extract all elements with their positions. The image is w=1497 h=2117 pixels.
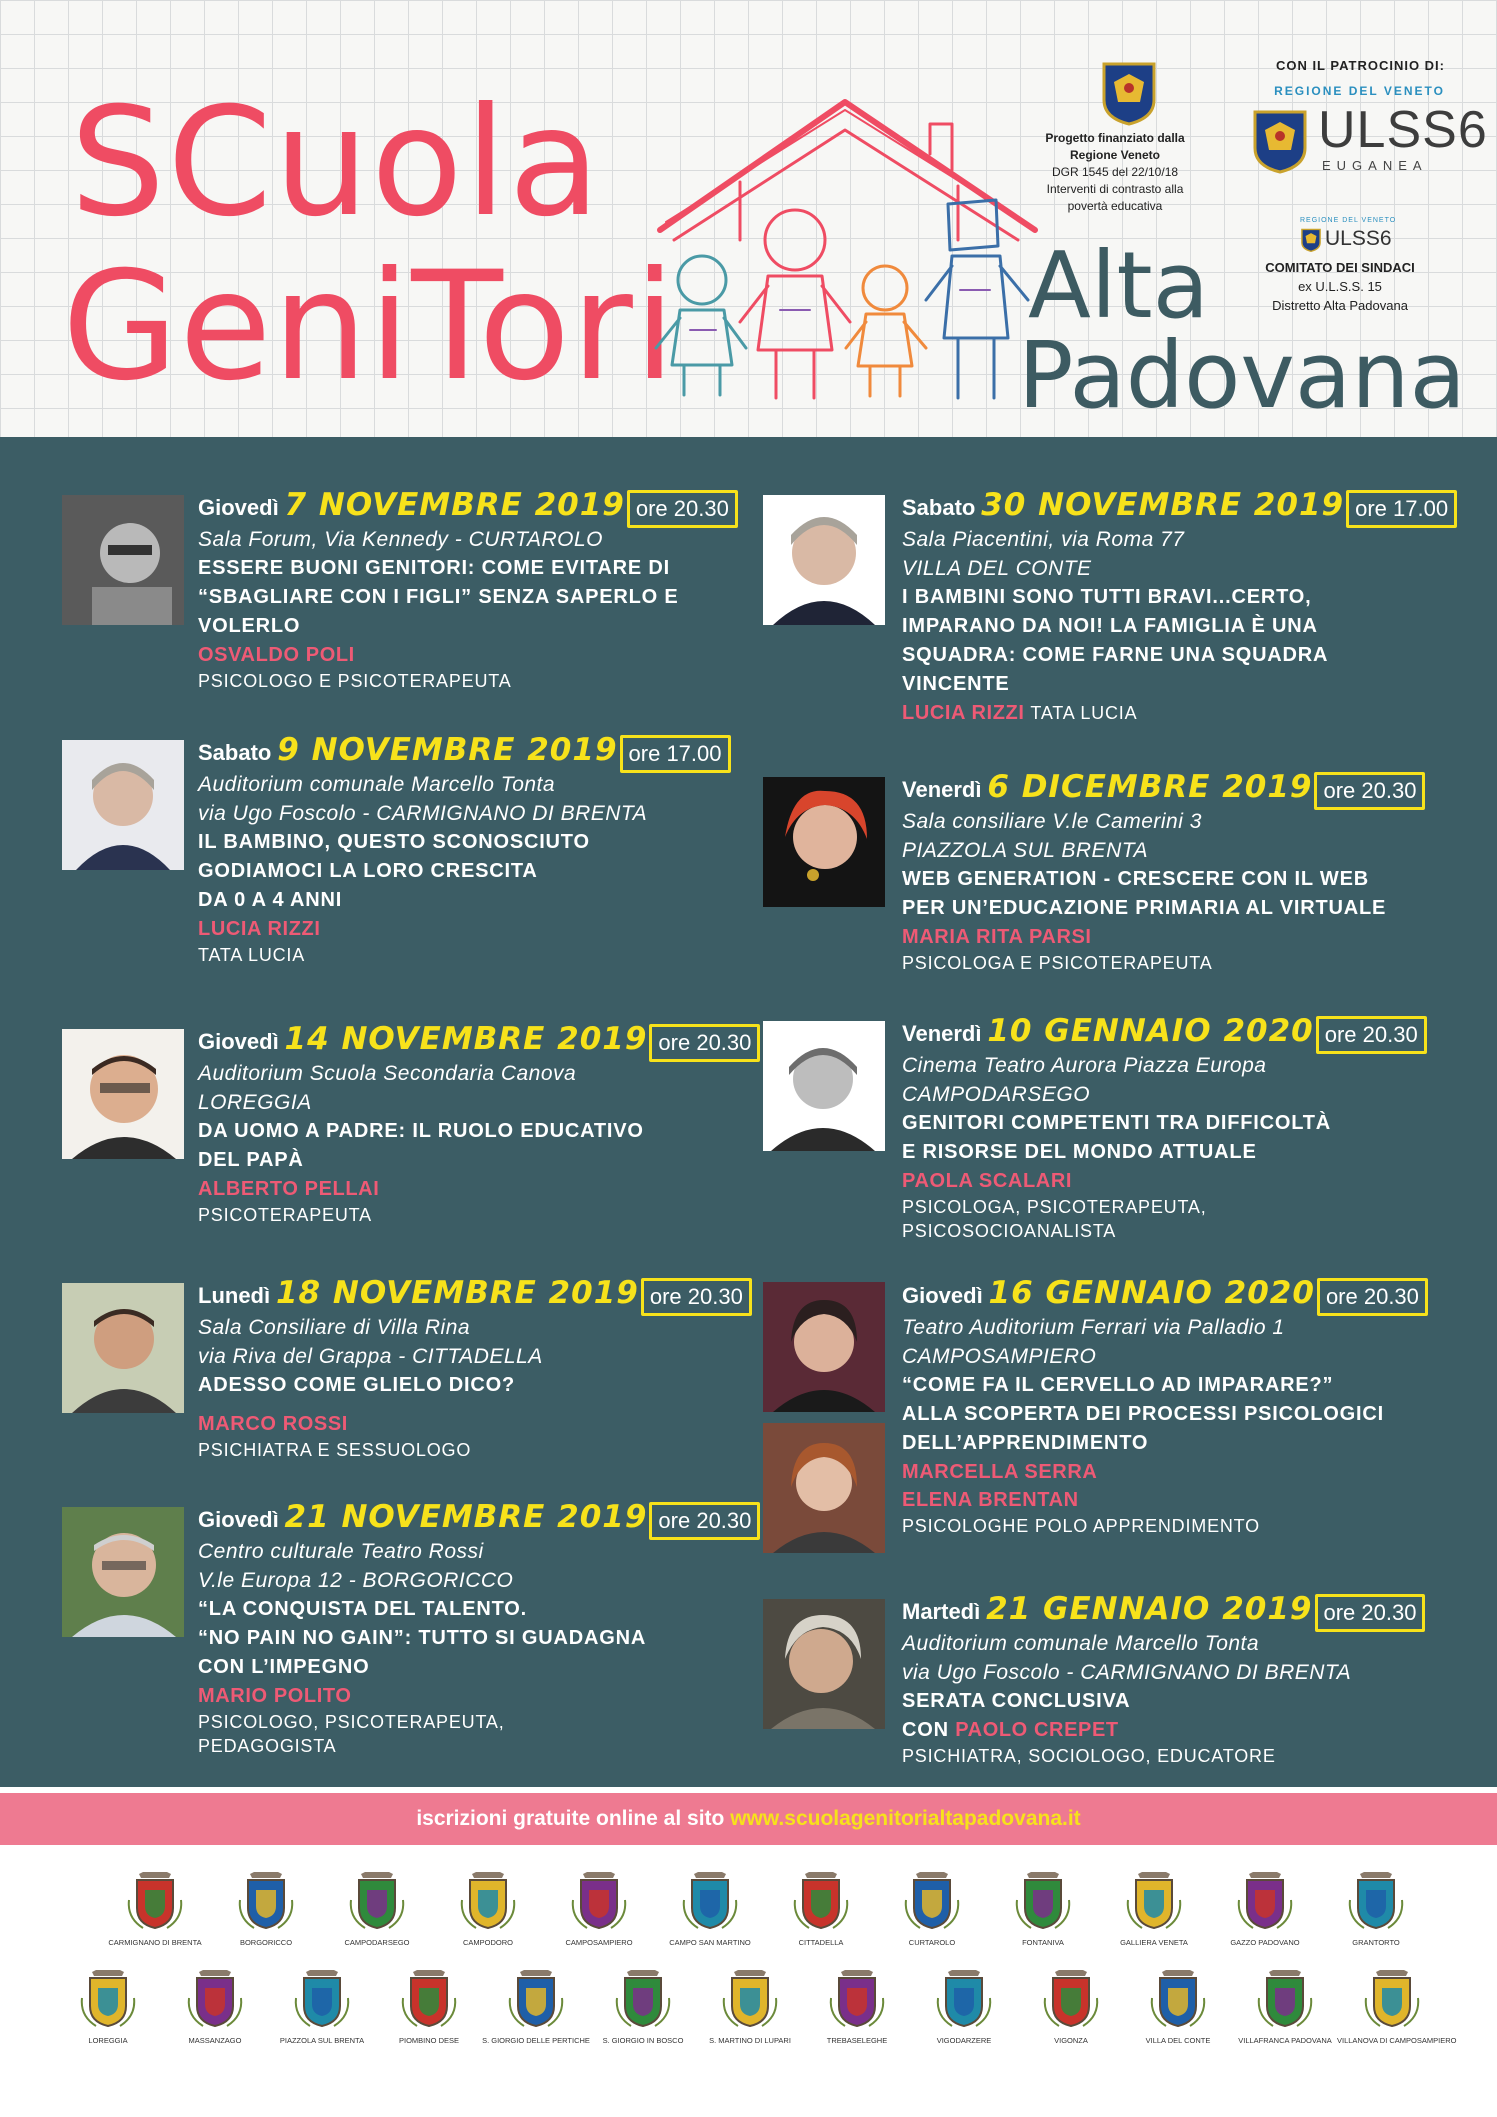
header [0,0,1497,437]
event-venue: Centro culturale Teatro Rossi [198,1540,484,1563]
municipality-gazzo-padovano [1210,1870,1320,1947]
event-speaker: PAOLA SCALARI [902,1170,1073,1192]
event-title-line: ADESSO COME GLIELO DICO? [198,1374,515,1396]
event-date: 16 GENNAIO 2020 [988,1275,1315,1311]
municipality-massanzago [160,1968,270,2045]
funding-line-2: Regione Veneto [1069,148,1161,162]
event-venue: PIAZZOLA SUL BRENTA [902,839,1149,862]
municipality-s-martino-di-lupari [695,1968,805,2045]
event-10 [902,1589,1442,1768]
event-day: Martedì [902,1599,981,1624]
event-speaker: MARCELLA SERRA [902,1461,1098,1483]
speaker-photo-paolo-crepet [763,1599,885,1729]
event-title-line: SERATA CONCLUSIVA [902,1690,1131,1712]
regione-veneto-crest-icon [1100,60,1158,126]
veneto-lion-crest-icon [1250,108,1310,174]
event-role: PSICOLOGA E PSICOTERAPEUTA [902,953,1213,973]
coat-of-arms-icon [588,1968,698,2030]
funding-line-1: Progetto finanziato dalla [1045,131,1185,145]
event-date: 21 GENNAIO 2019 [986,1591,1313,1627]
event-speaker: ELENA BRENTAN [902,1489,1079,1511]
municipality-name: GAZZO PADOVANO [1230,1938,1300,1947]
event-title-line: WEB GENERATION - CRESCERE CON IL WEB [902,868,1369,890]
municipalities-strip [0,1850,1497,2117]
event-title-line: DA 0 A 4 ANNI [198,889,343,911]
event-title-line: SQUADRA: COME FARNE UNA SQUADRA [902,644,1329,666]
event-time-badge: ore 20.30 [649,1024,760,1062]
event-time-badge: ore 20.30 [1314,772,1425,810]
event-title-line: VINCENTE [902,673,1010,695]
event-date-row [198,1497,758,1537]
event-venue: VILLA DEL CONTE [902,557,1092,580]
coat-of-arms-icon [322,1870,432,1932]
event-date-row [198,485,758,525]
event-4 [198,1273,758,1462]
event-time-badge: ore 20.30 [1316,1016,1427,1054]
municipality-villafranca-padovana [1230,1968,1340,2045]
event-speaker-line [902,923,1442,951]
event-speaker-line [902,699,1442,727]
event-title-line: DEL PAPÀ [198,1149,304,1171]
speaker-photo-marcella-serra [763,1282,885,1412]
registration-text: iscrizioni gratuite online al sito [416,1807,731,1830]
municipality-name: VIGODARZERE [936,2036,992,2045]
municipality-cittadella [766,1870,876,1947]
event-speaker-line [902,1458,1442,1486]
coat-of-arms-icon [100,1870,210,1932]
event-time-badge: ore 20.30 [641,1278,752,1316]
event-8 [902,1011,1442,1243]
event-speaker-line [198,1410,758,1438]
event-title-line: I BAMBINI SONO TUTTI BRAVI...CERTO, [902,586,1312,608]
municipality-trebaseleghe [802,1968,912,2045]
municipality-name: FONTANIVA [1022,1938,1064,1947]
event-date: 14 NOVEMBRE 2019 [284,1021,648,1057]
municipality-camposampiero [544,1870,654,1947]
event-venue: Auditorium Scuola Secondaria Canova [198,1062,577,1085]
event-role: PSICOLOGO E PSICOTERAPEUTA [198,671,512,691]
logo-word-genitori: GeniTori [62,240,677,414]
municipality-piazzola-sul-brenta [267,1968,377,2045]
municipality-name: LOREGGIA [88,2036,128,2045]
event-title-line: DA UOMO A PADRE: IL RUOLO EDUCATIVO [198,1120,644,1142]
event-date-row [198,1019,758,1059]
coat-of-arms-icon [267,1968,377,2030]
event-date: 9 NOVEMBRE 2019 [277,732,618,768]
coat-of-arms-icon [160,1968,270,2030]
event-2 [198,730,758,967]
event-venue: via Ugo Foscolo - CARMIGNANO DI BRENTA [902,1661,1352,1684]
coat-of-arms-icon [481,1968,591,2030]
event-time-badge: ore 17.00 [1346,490,1457,528]
coat-of-arms-icon [53,1968,163,2030]
event-1 [198,485,758,693]
event-time-badge: ore 20.30 [627,490,738,528]
coat-of-arms-icon [877,1870,987,1932]
municipality-borgoricco [211,1870,321,1947]
municipality-name: CAMPODORO [462,1938,513,1947]
coat-of-arms-icon [1337,1968,1447,2030]
coat-of-arms-icon [1123,1968,1233,2030]
ulss-logo-text: ULSS6 [1318,101,1488,159]
coat-of-arms-icon [433,1870,543,1932]
event-role: PSICHIATRA E SESSUOLOGO [198,1440,472,1460]
event-date-row [198,1273,758,1313]
event-role: PSICOLOGHE POLO APPRENDIMENTO [902,1516,1260,1536]
municipality-name: CAMPODARSEGO [344,1938,410,1947]
event-date: 6 DICEMBRE 2019 [987,769,1313,805]
speaker-photo-osvaldo-poli [62,495,184,625]
coat-of-arms-icon [1210,1870,1320,1932]
event-date-row [902,485,1449,525]
event-day: Giovedì [198,1029,279,1054]
event-venue: CAMPODARSEGO [902,1083,1091,1106]
ulss-logo-subtitle: EUGANEA [1322,158,1428,173]
event-day: Giovedì [902,1283,983,1308]
speaker-photo-maria-rita-parsi [763,777,885,907]
funding-line-5: povertà educativa [1067,199,1163,213]
municipality-villa-del-conte [1123,1968,1233,2045]
event-title-line: DELL’APPRENDIMENTO [902,1432,1149,1454]
event-title-line: “COME FA IL CERVELLO AD IMPARARE?” [902,1374,1334,1396]
event-title-line: E RISORSE DEL MONDO ATTUALE [902,1141,1257,1163]
events-section [0,437,1497,1787]
event-title-prefix: CON [902,1719,956,1741]
event-speaker: MARIO POLITO [198,1685,352,1707]
event-day: Sabato [198,740,272,765]
event-role: PSICOSOCIOANALISTA [902,1221,1117,1241]
event-date-row [198,730,758,770]
municipality-piombino-dese [374,1968,484,2045]
event-venue: via Riva del Grappa - CITTADELLA [198,1345,543,1368]
municipality-fontaniva [988,1870,1098,1947]
event-title-line: “SBAGLIARE CON I FIGLI” SENZA SAPERLO E [198,586,679,608]
municipality-galliera-veneta [1099,1870,1209,1947]
municipality-name: MASSANZAGO [188,2036,242,2045]
municipality-name: S. GIORGIO DELLE PERTICHE [482,2036,590,2045]
event-title-line: VOLERLO [198,615,301,637]
coat-of-arms-icon [1099,1870,1209,1932]
municipality-name: S. GIORGIO IN BOSCO [602,2036,684,2045]
coat-of-arms-icon [1230,1968,1340,2030]
committee-line-2: Distretto Alta Padovana [1272,298,1408,313]
municipality-name: BORGORICCO [239,1938,293,1947]
municipality-campodoro [433,1870,543,1947]
municipality-name: CARMIGNANO DI BRENTA [108,1938,202,1947]
event-role: PSICOLOGA, PSICOTERAPEUTA, [902,1197,1207,1217]
event-title-line: “LA CONQUISTA DEL TALENTO. [198,1598,527,1620]
event-day: Giovedì [198,495,279,520]
committee-line-1: ex U.L.S.S. 15 [1298,279,1382,294]
funding-block [1040,130,1190,215]
event-date-row [902,1589,1442,1629]
event-speaker: LUCIA RIZZI [902,702,1025,724]
event-time-badge: ore 20.30 [1315,1594,1426,1632]
patronage-label: CON IL PATROCINIO DI: [1275,58,1445,73]
coat-of-arms-icon [695,1968,805,2030]
speaker-photo-lucia-rizzi-2 [763,495,885,625]
event-time-badge: ore 17.00 [620,735,731,773]
event-venue: CAMPOSAMPIERO [902,1345,1097,1368]
committee-title: COMITATO DEI SINDACI [1265,260,1415,275]
event-date: 7 NOVEMBRE 2019 [284,487,625,523]
event-venue: Sala Consiliare di Villa Rina [198,1316,471,1339]
coat-of-arms-icon [802,1968,912,2030]
municipality-name: PIOMBINO DESE [398,2036,459,2045]
event-speaker-suffix: TATA LUCIA [1030,703,1138,723]
speaker-photo-alberto-pellai [62,1029,184,1159]
event-7 [902,767,1442,975]
coat-of-arms-icon [544,1870,654,1932]
event-venue: Teatro Auditorium Ferrari via Palladio 1 [902,1316,1285,1339]
event-title-line: PER UN’EDUCAZIONE PRIMARIA AL VIRTUALE [902,897,1387,919]
event-3 [198,1019,758,1227]
patronage-region: REGIONE DEL VENETO [1274,84,1445,98]
funding-line-4: Interventi di contrasto alla [1046,182,1184,196]
coat-of-arms-icon [211,1870,321,1932]
event-venue: Sala Forum, Via Kennedy - CURTAROLO [198,528,603,551]
municipality-s-giorgio-in-bosco [588,1968,698,2045]
coat-of-arms-icon [988,1870,1098,1932]
small-crest-icon [1300,228,1322,252]
event-venue: Auditorium comunale Marcello Tonta [198,773,556,796]
event-title-line: GENITORI COMPETENTI TRA DIFFICOLTÀ [902,1112,1332,1134]
event-title-line: ESSERE BUONI GENITORI: COME EVITARE DI [198,557,670,579]
event-day: Giovedì [198,1507,279,1532]
municipality-name: TREBASELEGHE [826,2036,888,2045]
municipality-curtarolo [877,1870,987,1947]
event-time-badge: ore 20.30 [1317,1278,1428,1316]
event-5 [198,1497,758,1758]
municipality-loreggia [53,1968,163,2045]
registration-url-link[interactable]: www.scuolagenitorialtapadovana.it [730,1807,1081,1830]
event-title-line: CON L’IMPEGNO [198,1656,370,1678]
event-day: Sabato [902,495,976,520]
event-role: PSICOLOGO, PSICOTERAPEUTA, [198,1712,505,1732]
municipality-grantorto [1321,1870,1431,1947]
speaker-photo-lucia-rizzi-1 [62,740,184,870]
event-speaker-line [902,1167,1442,1195]
logo-word-alta: Alta [1028,232,1209,339]
municipality-name: VILLAFRANCA PADOVANA [1238,2036,1332,2045]
event-speaker: MARCO ROSSI [198,1413,348,1435]
event-speaker-line [198,1682,758,1710]
event-day: Venerdì [902,1021,982,1046]
event-venue: V.le Europa 12 - BORGORICCO [198,1569,514,1592]
event-date-row [902,1273,1442,1313]
coat-of-arms-icon [1016,1968,1126,2030]
coat-of-arms-icon [655,1870,765,1932]
event-speaker: MARIA RITA PARSI [902,926,1092,948]
event-speaker-line [902,1716,1442,1744]
speaker-photo-mario-polito [62,1507,184,1637]
event-role: PSICHIATRA, SOCIOLOGO, EDUCATORE [902,1746,1276,1766]
event-speaker-line [198,1175,758,1203]
coat-of-arms-icon [1321,1870,1431,1932]
event-venue: Cinema Teatro Aurora Piazza Europa [902,1054,1267,1077]
logo-word-padovana: Padovana [1018,322,1466,429]
municipality-s-giorgio-delle-pertiche [481,1968,591,2045]
municipality-carmignano-di-brenta [100,1870,210,1947]
municipality-name: CITTADELLA [798,1938,844,1947]
event-speaker: OSVALDO POLI [198,644,355,666]
event-speaker-line [198,915,758,943]
event-role: PEDAGOGISTA [198,1736,337,1756]
event-date: 18 NOVEMBRE 2019 [275,1275,639,1311]
coat-of-arms-icon [374,1968,484,2030]
event-title-line: ALLA SCOPERTA DEI PROCESSI PSICOLOGICI [902,1403,1384,1425]
coat-of-arms-icon [766,1870,876,1932]
municipality-name: GRANTORTO [1352,1938,1400,1947]
event-speaker: LUCIA RIZZI [198,918,321,940]
logo-word-scuola: SCuola [70,76,603,250]
event-venue: Auditorium comunale Marcello Tonta [902,1632,1260,1655]
funding-line-3: DGR 1545 del 22/10/18 [1051,165,1179,179]
municipality-name: S. MARTINO DI LUPARI [709,2036,791,2045]
event-role: PSICOTERAPEUTA [198,1205,372,1225]
house-family-illustration [640,90,1060,410]
event-venue: via Ugo Foscolo - CARMIGNANO DI BRENTA [198,802,648,825]
event-6 [902,485,1449,727]
municipality-villanova-di-camposampiero [1337,1968,1457,2045]
event-date-row [902,1011,1442,1051]
event-speaker-line [198,641,758,669]
event-date: 10 GENNAIO 2020 [987,1013,1314,1049]
municipality-campodarsego [322,1870,432,1947]
event-title-line: GODIAMOCI LA LORO CRESCITA [198,860,538,882]
coat-of-arms-icon [909,1968,1019,2030]
event-role: TATA LUCIA [198,945,306,965]
registration-bar [0,1793,1497,1845]
municipality-name: PIAZZOLA SUL BRENTA [279,2036,365,2045]
municipality-name: VIGONZA [1054,2036,1088,2045]
municipality-name: GALLIERA VENETA [1120,1938,1188,1947]
event-day: Lunedì [198,1283,271,1308]
event-speaker: PAOLO CREPET [955,1719,1119,1741]
speaker-photo-paola-scalari [763,1021,885,1151]
event-9 [902,1273,1442,1538]
event-speaker-line [902,1486,1442,1514]
municipality-name: CAMPOSAMPIERO [565,1938,633,1947]
speaker-photo-elena-brentan [763,1423,885,1553]
event-title-line: IL BAMBINO, QUESTO SCONOSCIUTO [198,831,590,853]
event-time-badge: ore 20.30 [649,1502,760,1540]
event-title-line: “NO PAIN NO GAIN”: TUTTO SI GUADAGNA [198,1627,647,1649]
municipality-name: VILLA DEL CONTE [1145,2036,1211,2045]
small-region-label: REGIONE DEL VENETO [1300,217,1397,224]
event-venue: Sala consiliare V.le Camerini 3 [902,810,1202,833]
municipality-name: VILLANOVA DI CAMPOSAMPIERO [1337,2036,1457,2045]
event-date: 21 NOVEMBRE 2019 [284,1499,648,1535]
event-title-line: IMPARANO DA NOI! LA FAMIGLIA È UNA [902,615,1318,637]
municipality-vigodarzere [909,1968,1019,2045]
event-speaker: ALBERTO PELLAI [198,1178,380,1200]
event-day: Venerdì [902,777,982,802]
speaker-photo-marco-rossi [62,1283,184,1413]
small-ulss-logo: ULSS6 [1325,227,1392,250]
event-venue: LOREGGIA [198,1091,312,1114]
event-date: 30 NOVEMBRE 2019 [981,487,1345,523]
municipality-name: CURTAROLO [908,1938,956,1947]
committee-block [1230,258,1450,315]
municipality-name: CAMPO SAN MARTINO [669,1938,751,1947]
event-date-row [902,767,1442,807]
municipality-campo-san-martino [655,1870,765,1947]
event-venue: Sala Piacentini, via Roma 77 [902,528,1185,551]
municipality-vigonza [1016,1968,1126,2045]
